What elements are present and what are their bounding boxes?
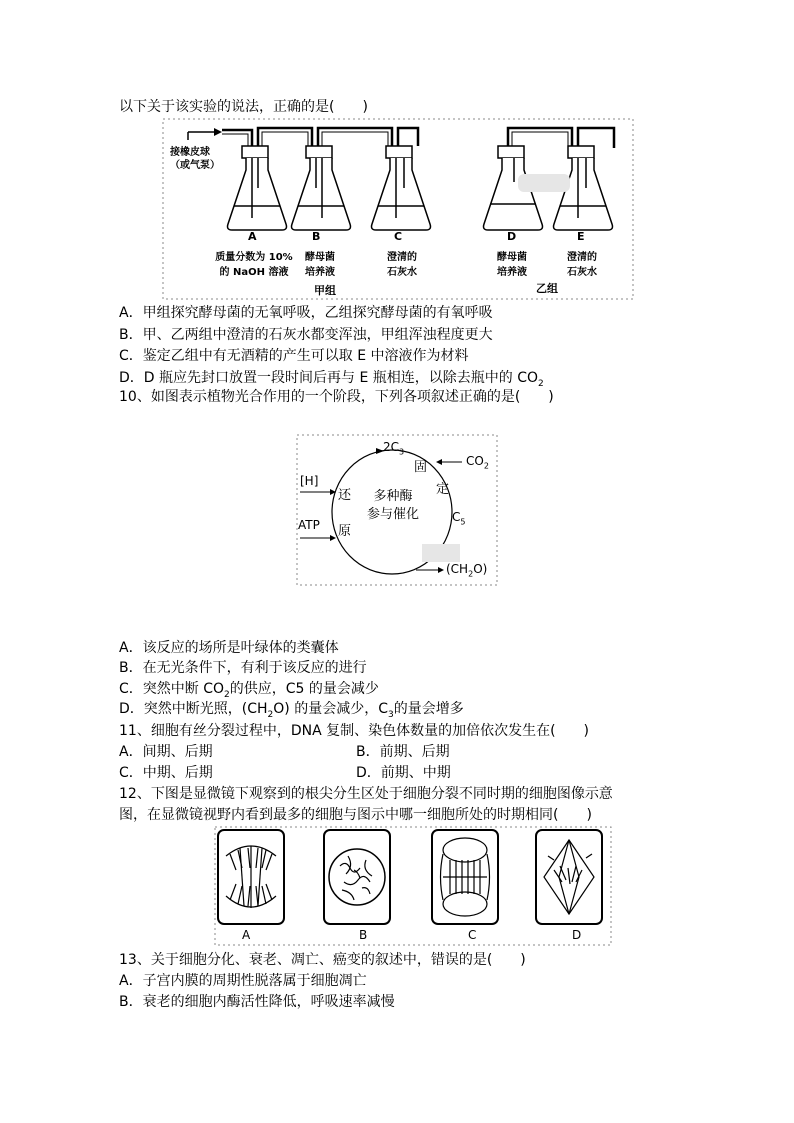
ch2o-text-2: O): [473, 562, 488, 576]
ch2o-label: [446, 562, 487, 578]
q11-stem: 11、细胞有丝分裂过程中，DNA 复制、染色体数量的加倍依次发生在( ): [119, 723, 590, 739]
flask-c-desc-line-2: 石灰水: [387, 267, 417, 278]
cell-a-label: A: [242, 928, 251, 942]
group-yi-label: 乙组: [536, 282, 558, 295]
c3-subscript: 3: [399, 447, 405, 457]
q10-option-d-text-1: D．突然中断光照，(CH: [119, 701, 268, 717]
cell-d-label: D: [572, 928, 582, 942]
q10-option-c-text-1: C．突然中断 CO: [119, 681, 225, 697]
flask-c-letter: C: [394, 230, 403, 243]
c5-text: C: [452, 510, 461, 524]
pump-label: [170, 146, 220, 172]
q10-option-c-text-2: 的供应，C5 的量会减少: [229, 681, 379, 697]
mitosis-cells-figure: [214, 826, 612, 946]
flask-c-description: [384, 250, 420, 280]
flask-b-letter: B: [312, 230, 321, 243]
calvin-cycle-figure: [296, 434, 498, 586]
q9-option-d-subscript: 2: [538, 378, 544, 389]
atp-label: ATP: [298, 518, 320, 532]
q10-option-a: A．该反应的场所是叶绿体的类囊体: [119, 640, 339, 656]
flask-e-desc-line-2: 石灰水: [567, 267, 597, 278]
h-label: [H]: [300, 474, 319, 488]
c5-subscript: 5: [460, 517, 466, 527]
q13-stem: 13、关于细胞分化、衰老、凋亡、癌变的叙述中，错误的是( ): [119, 952, 526, 968]
flask-e-desc-line-1: 澄清的: [567, 252, 597, 263]
co2-label: [466, 454, 489, 470]
flask-d-description: [494, 250, 530, 280]
q10-option-b: B．在无光条件下，有利于该反应的进行: [119, 660, 367, 676]
flask-b-desc-line-2: 培养液: [305, 267, 335, 278]
q12-stem-line-2: 图，在显微镜视野内看到最多的细胞与图示中哪一细胞所处的时期相同( ): [119, 807, 592, 823]
q9-option-b: B．甲、乙两组中澄清的石灰水都变浑浊，甲组浑浊程度更大: [119, 327, 493, 343]
ch2o-subscript: 2: [468, 569, 474, 579]
flask-d-desc-line-2: 培养液: [497, 267, 527, 278]
enzyme-label-line-2: 参与催化: [366, 507, 419, 522]
q10-option-c-subscript: 2: [224, 689, 230, 700]
co2-subscript: 2: [483, 461, 489, 471]
q11-option-b: B．前期、后期: [356, 744, 450, 760]
flask-c-desc-line-1: 澄清的: [387, 252, 417, 263]
q13-option-a: A．子宫内膜的周期性脱落属于细胞凋亡: [119, 973, 367, 989]
q11-option-d: D．前期、中期: [356, 765, 451, 781]
fixation-char-ding: 定: [436, 482, 450, 497]
flask-b-description: [302, 250, 338, 280]
flask-a-desc-line-2: 的 NaOH 溶液: [219, 267, 289, 278]
mitosis-cells-drawing: [214, 826, 612, 946]
q9-option-c: C．鉴定乙组中有无酒精的产生可以取 E 中溶液作为材料: [119, 348, 469, 364]
flask-d-desc-line-1: 酵母菌: [497, 252, 527, 263]
pump-label-line-1: 接橡皮球: [170, 147, 210, 158]
c3-label: [383, 440, 404, 456]
ch2o-text-1: (CH: [446, 562, 469, 576]
q9-stem: 以下关于该实验的说法，正确的是( ): [119, 99, 368, 115]
flask-e-letter: E: [577, 230, 585, 243]
group-jia-label: 甲组: [314, 284, 336, 297]
pump-label-line-2: （或气泵）: [170, 160, 220, 171]
co2-text: CO: [466, 454, 484, 468]
q10-option-d-subscript-1: 2: [267, 709, 274, 720]
q13-option-b: B．衰老的细胞内酶活性降低，呼吸速率减慢: [119, 994, 395, 1010]
flask-b-desc-line-1: 酵母菌: [305, 252, 335, 263]
enzyme-label: [360, 488, 426, 524]
c3-text: 2C: [383, 440, 400, 454]
reduction-char-huan: 还: [338, 488, 352, 503]
q10-option-d-subscript-2: 3: [388, 709, 394, 720]
fixation-char-gu: 固: [414, 460, 428, 475]
cell-c-label: C: [468, 928, 477, 942]
cell-b-label: B: [359, 928, 368, 942]
flask-d-letter: D: [507, 230, 517, 243]
q10-option-d-text-2: O) 的量会减少，C: [273, 701, 388, 717]
q10-stem: 10、如图表示植物光合作用的一个阶段，下列各项叙述正确的是( ): [119, 389, 554, 405]
flask-a-letter: A: [248, 230, 257, 243]
flask-e-description: [564, 250, 600, 280]
q11-option-c: C．中期、后期: [119, 765, 213, 781]
flask-a-description: [212, 250, 296, 280]
q11-option-a: A．间期、后期: [119, 744, 213, 760]
q10-option-d-text-3: 的量会增多: [393, 701, 464, 717]
reduction-char-yuan: 原: [338, 524, 352, 539]
q9-option-a: A．甲组探究酵母菌的无氧呼吸，乙组探究酵母菌的有氧呼吸: [119, 305, 493, 321]
q12-stem-line-1: 12、下图是显微镜下观察到的根尖分生区处于细胞分裂不同时期的细胞图像示意: [119, 786, 613, 802]
c5-label: [452, 510, 465, 526]
enzyme-label-line-1: 多种酶: [373, 489, 413, 504]
flask-a-desc-line-1: 质量分数为 10%: [215, 252, 293, 263]
fermentation-apparatus-figure: [162, 118, 634, 300]
q9-option-d-text: D．D 瓶应先封口放置一段时间后再与 E 瓶相连，以除去瓶中的 CO: [119, 370, 539, 386]
